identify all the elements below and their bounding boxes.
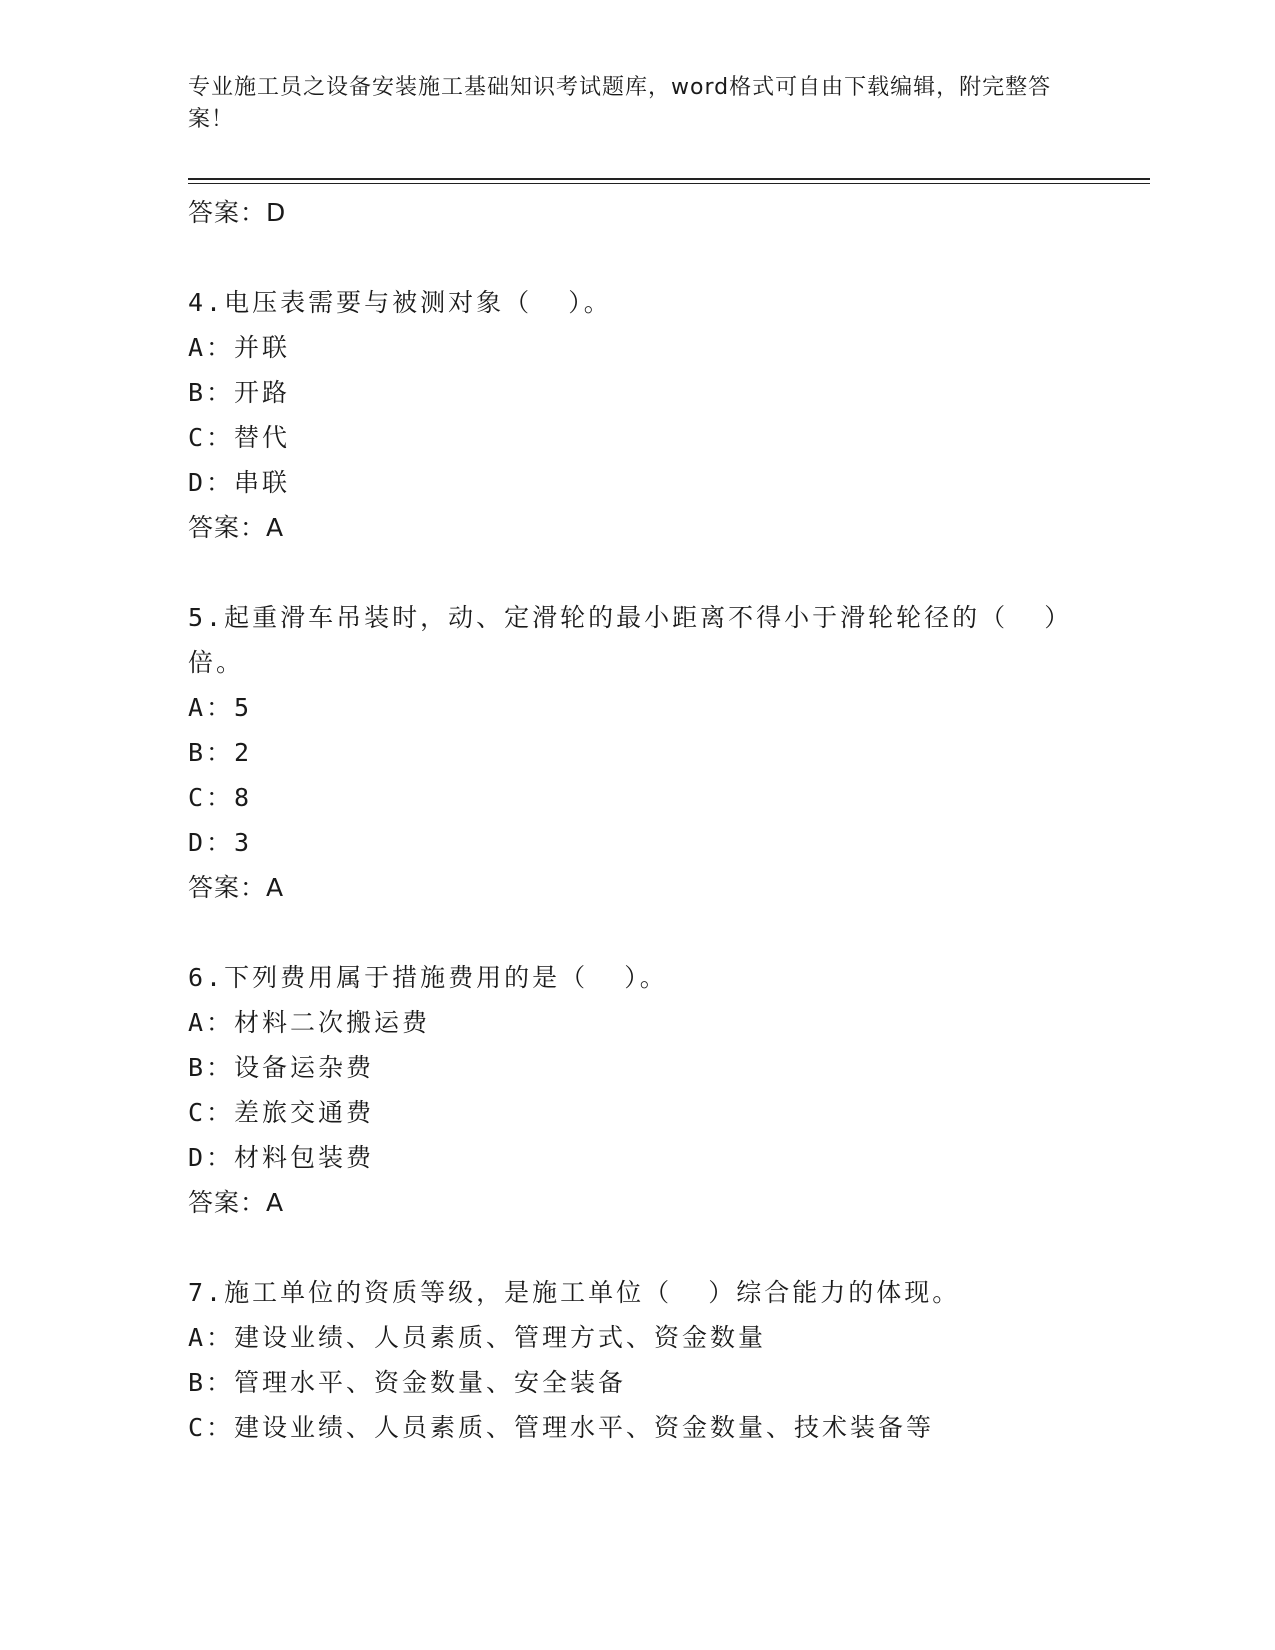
option-c: C：8 bbox=[188, 783, 253, 812]
option-d: D：材料包装费 bbox=[188, 1143, 375, 1172]
answer-line: 答案：A bbox=[188, 513, 285, 542]
option-b: B：管理水平、资金数量、安全装备 bbox=[188, 1368, 627, 1397]
question-block bbox=[188, 1270, 1068, 1450]
option-a: A：建设业绩、人员素质、管理方式、资金数量 bbox=[188, 1323, 767, 1352]
option-d: D：3 bbox=[188, 828, 253, 857]
question-stem: 5.起重滑车吊装时，动、定滑轮的最小距离不得小于滑轮轮径的（ ）倍。 bbox=[188, 603, 1060, 677]
option-c: C：差旅交通费 bbox=[188, 1098, 375, 1127]
option-b: B：开路 bbox=[188, 378, 291, 407]
option-a: A：并联 bbox=[188, 333, 291, 362]
option-c: C：替代 bbox=[188, 423, 291, 452]
option-c: C：建设业绩、人员素质、管理水平、资金数量、技术装备等 bbox=[188, 1413, 935, 1442]
header-divider-thick bbox=[188, 178, 1150, 180]
answer-line: 答案：A bbox=[188, 1188, 285, 1217]
question-stem: 7.施工单位的资质等级，是施工单位（ ）综合能力的体现。 bbox=[188, 1278, 961, 1307]
document-header: 专业施工员之设备安装施工基础知识考试题库，word格式可自由下载编辑，附完整答案！ bbox=[188, 75, 1052, 132]
question-list bbox=[188, 190, 1068, 1450]
option-b: B：2 bbox=[188, 738, 253, 767]
question-block bbox=[188, 595, 1068, 910]
option-a: A：材料二次搬运费 bbox=[188, 1008, 431, 1037]
header-divider-thin bbox=[188, 183, 1150, 184]
option-d: D：串联 bbox=[188, 468, 291, 497]
question-block bbox=[188, 280, 1068, 550]
question-stem: 6.下列费用属于措施费用的是（ ）。 bbox=[188, 963, 668, 992]
option-b: B：设备运杂费 bbox=[188, 1053, 375, 1082]
question-block bbox=[188, 955, 1068, 1225]
option-a: A：5 bbox=[188, 693, 253, 722]
question-stem: 4.电压表需要与被测对象（ ）。 bbox=[188, 288, 612, 317]
answer-line: 答案：A bbox=[188, 873, 285, 902]
answer-line: 答案：D bbox=[188, 198, 287, 227]
